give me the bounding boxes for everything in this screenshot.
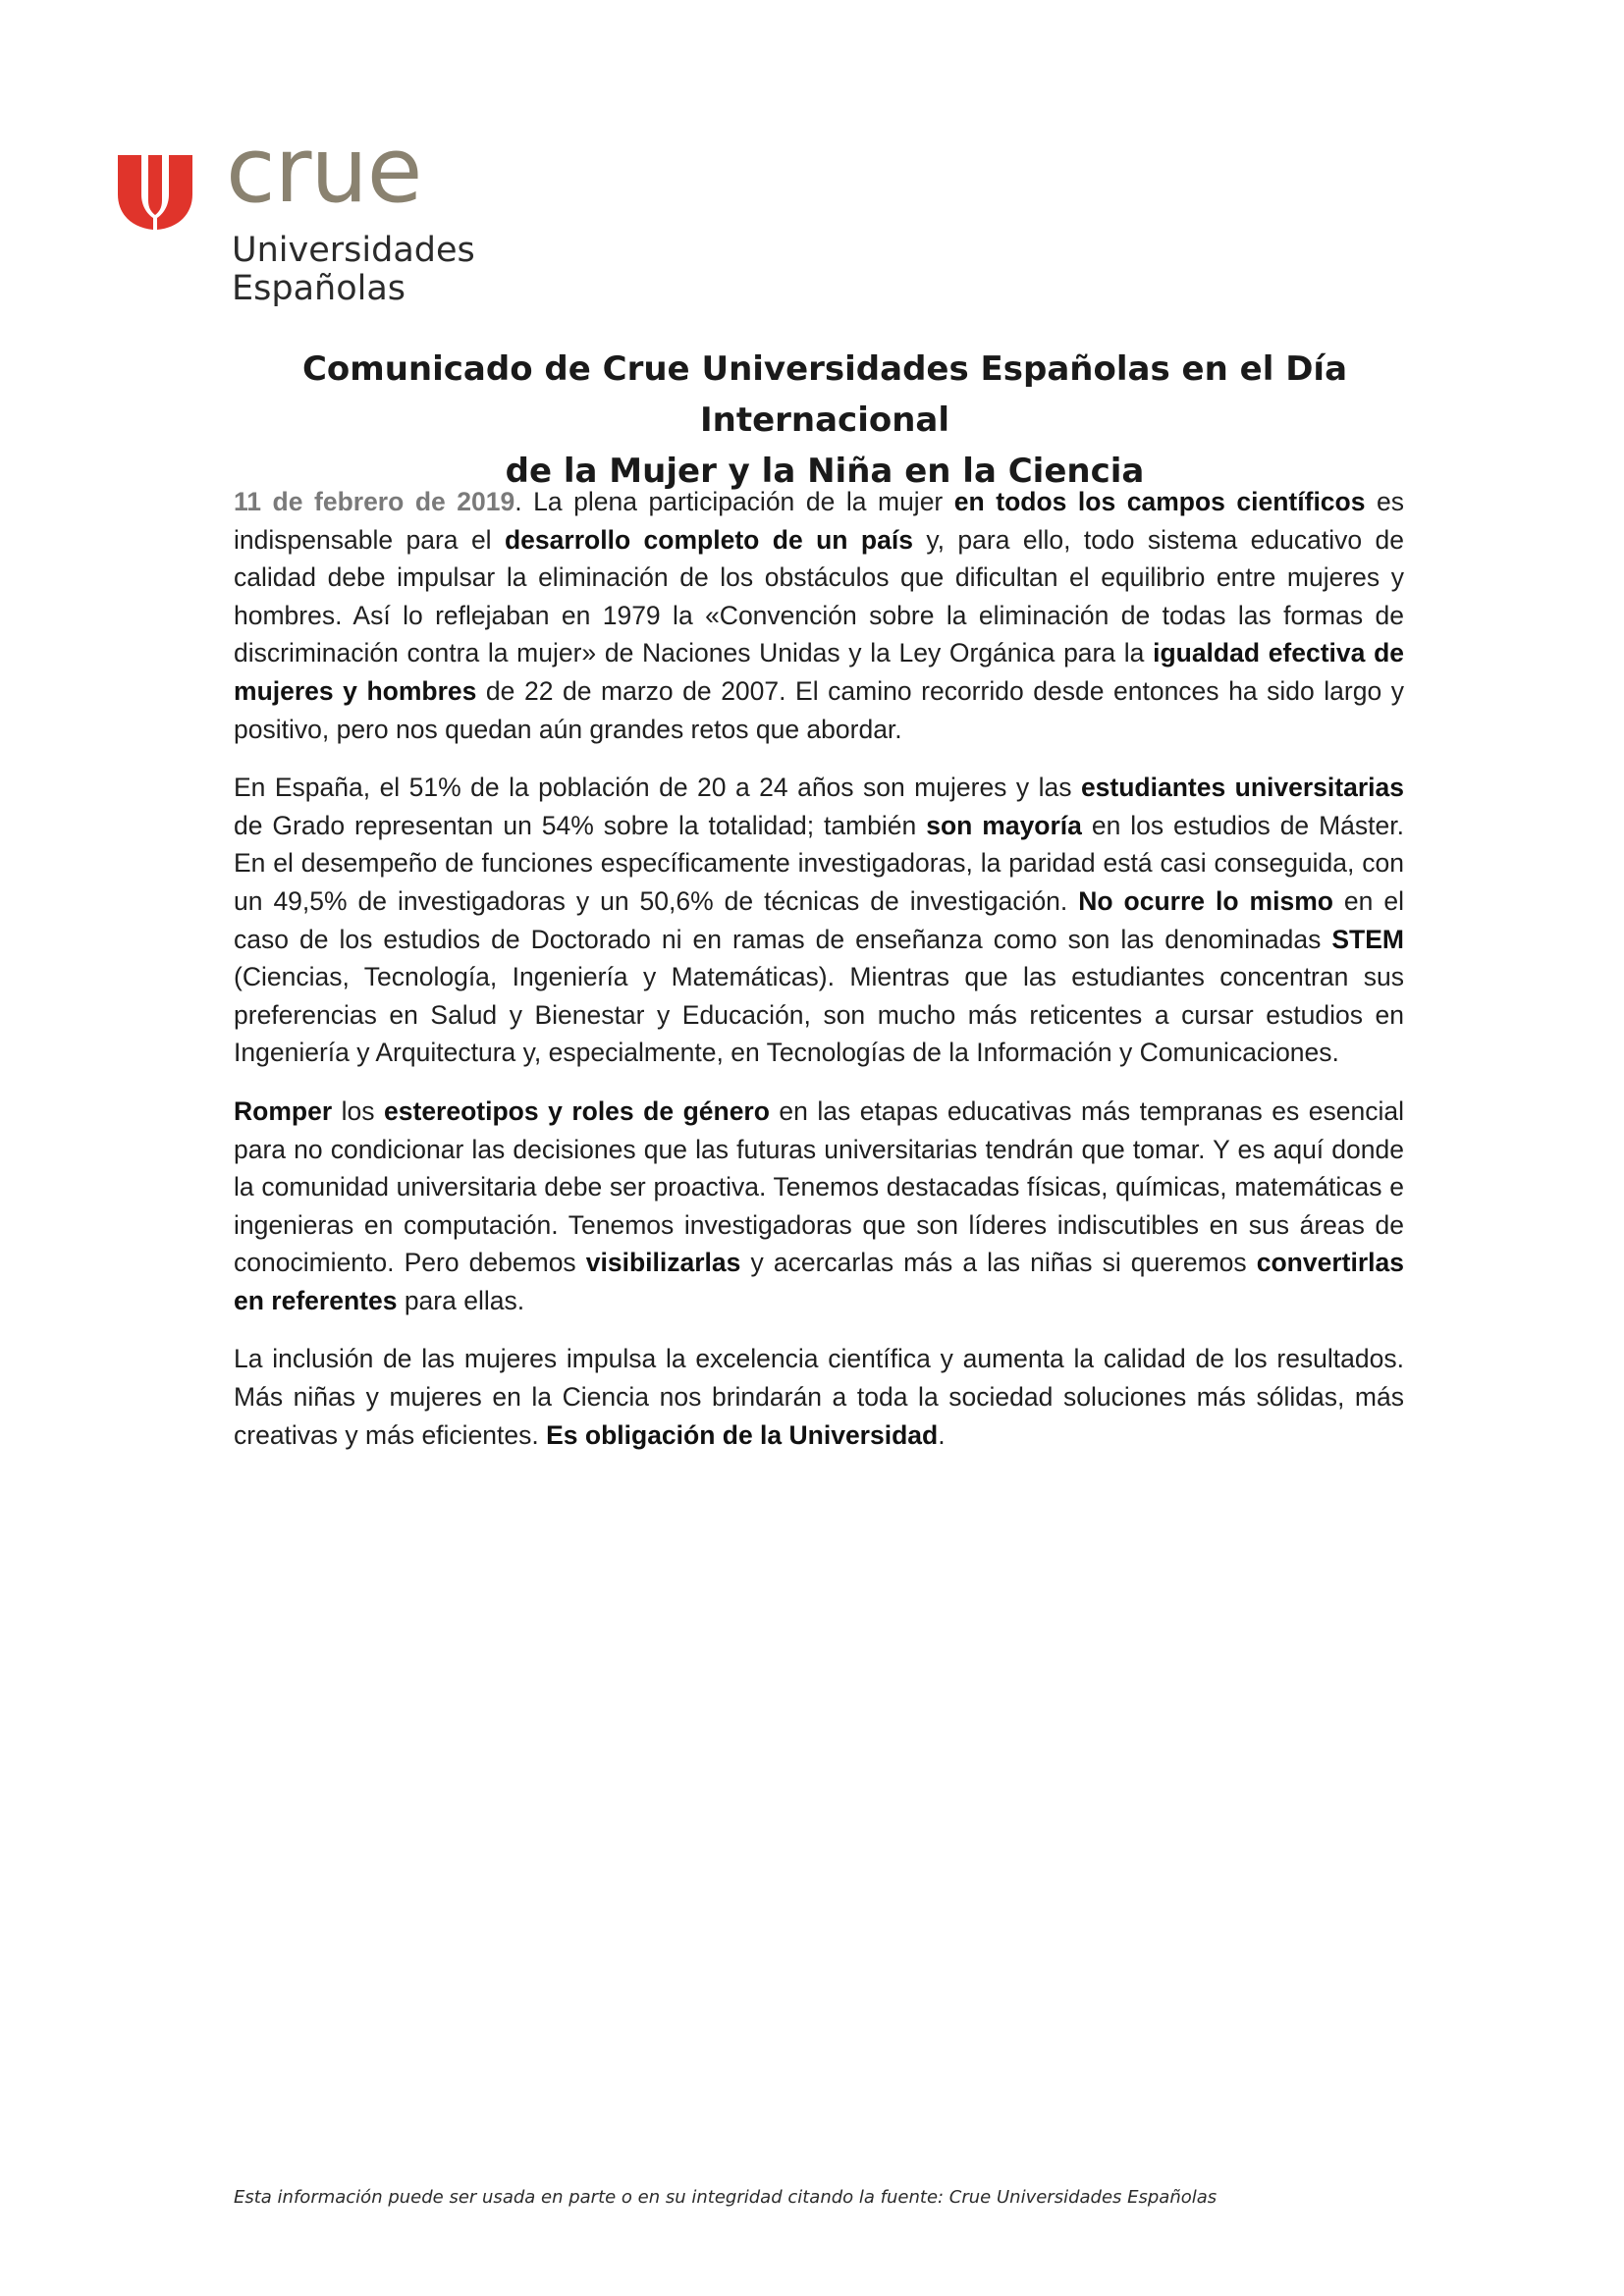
crue-logo — [118, 118, 475, 314]
date: 11 de febrero de 2019 — [234, 487, 515, 516]
logo-wordmark: crue — [226, 118, 422, 223]
bold-run: estudiantes universitarias — [1080, 773, 1405, 803]
text-run: es indispensable para el — [234, 487, 1405, 555]
text-run: de 22 de marzo de 2007. El camino recorrido desde entonces ha sido largo y positivo, pero nos quedan aún grandes retos que abordar. — [234, 675, 1404, 744]
text-run: en el caso de los estudios de Doctorado ni en ramas de enseñanza como son las denominadas — [234, 885, 1404, 954]
bold-run: No ocurre lo mismo — [1078, 885, 1333, 916]
crue-logo-mark-icon — [118, 155, 192, 230]
text-run: de Grado representan un 54% sobre la totalidad; también — [234, 810, 927, 840]
title-line2: de la Mujer y la Niña en la Ciencia — [505, 452, 1145, 491]
bold-run: en todos los campos científicos — [953, 487, 1366, 516]
paragraph-1 — [234, 483, 1404, 748]
paragraph-3 — [234, 1093, 1404, 1320]
document-title — [196, 344, 1453, 497]
title-line1: Comunicado de Crue Universidades Españolas en el Día Internacional — [301, 349, 1348, 440]
footer-note: Esta información puede ser usada en parte o en su integridad citando la fuente: Crue Universidades Españolas — [234, 2187, 1218, 2208]
text-run: y acercarlas más a las niñas si queremos — [740, 1248, 1257, 1278]
logo-subtitle-line2: Españolas — [232, 269, 406, 308]
text-run: La inclusión de las mujeres impulsa la excelencia científica y aumenta la calidad de los resultados. Más niñas y mujeres en la Ciencia nos brindarán a toda la sociedad soluciones más sólidas, más creativas y más eficientes. — [234, 1344, 1404, 1450]
bold-run: STEM — [1331, 924, 1404, 954]
document-body — [234, 483, 1404, 1474]
bold-run: igualdad efectiva de mujeres y hombres — [234, 638, 1404, 706]
text-run: En España, el 51% de la población de 20 a 24 años son mujeres y las — [234, 773, 1081, 803]
bold-run: desarrollo completo de un país — [505, 524, 913, 555]
logo-subtitle-line1: Universidades — [232, 231, 475, 270]
text-run: . La plena participación de la mujer — [514, 487, 954, 516]
paragraph-2 — [234, 769, 1404, 1072]
bold-run: Es obligación de la Universidad — [546, 1419, 939, 1450]
bold-run: visibilizarlas — [585, 1248, 741, 1278]
text-run: en los estudios de Máster. En el desempeño de funciones específicamente investigadoras, la paridad está casi conseguida, con un 49,5% de investigadoras y un 50,6% de técnicas de investigación. — [234, 810, 1404, 916]
text-run: los — [332, 1095, 385, 1126]
paragraph-4 — [234, 1340, 1404, 1454]
bold-run: convertirlas en referentes — [234, 1248, 1404, 1315]
bold-run: son mayoría — [926, 810, 1082, 840]
bold-run: estereotipos y roles de género — [384, 1095, 770, 1126]
text-run: (Ciencias, Tecnología, Ingeniería y Matemáticas). Mientras que las estudiantes concentran sus preferencias en Salud y Bienestar y Educación, son mucho más reticentes a cursar estudios en Ingeniería y Arquitectura y, especialmente, en Tecnologías de la Información y Comunicaciones. — [234, 962, 1404, 1068]
bold-run: Romper — [234, 1095, 333, 1126]
logo-subtitle — [232, 232, 475, 308]
text-run: . — [938, 1419, 946, 1450]
text-run: en las etapas educativas más tempranas es esencial para no condicionar las decisiones que las futuras universitarias tendrán que tomar. Y es aquí donde la comunidad universitaria debe ser proactiva. Tenemos destacadas físicas, químicas, matemáticas e ingenieras en computación. Tenemos investigadoras que son líderes indiscutibles en sus áreas de conocimiento. Pero debemos — [234, 1095, 1404, 1278]
text-run: y, para ello, todo sistema educativo de calidad debe impulsar la eliminación de los obstáculos que dificultan el equilibrio entre mujeres y hombres. Así lo reflejaban en 1979 la «Convención sobre la eliminación de todas las formas de discriminación contra la mujer» de Naciones Unidas y la Ley Orgánica para la — [234, 524, 1404, 668]
text-run: para ellas. — [397, 1285, 525, 1315]
